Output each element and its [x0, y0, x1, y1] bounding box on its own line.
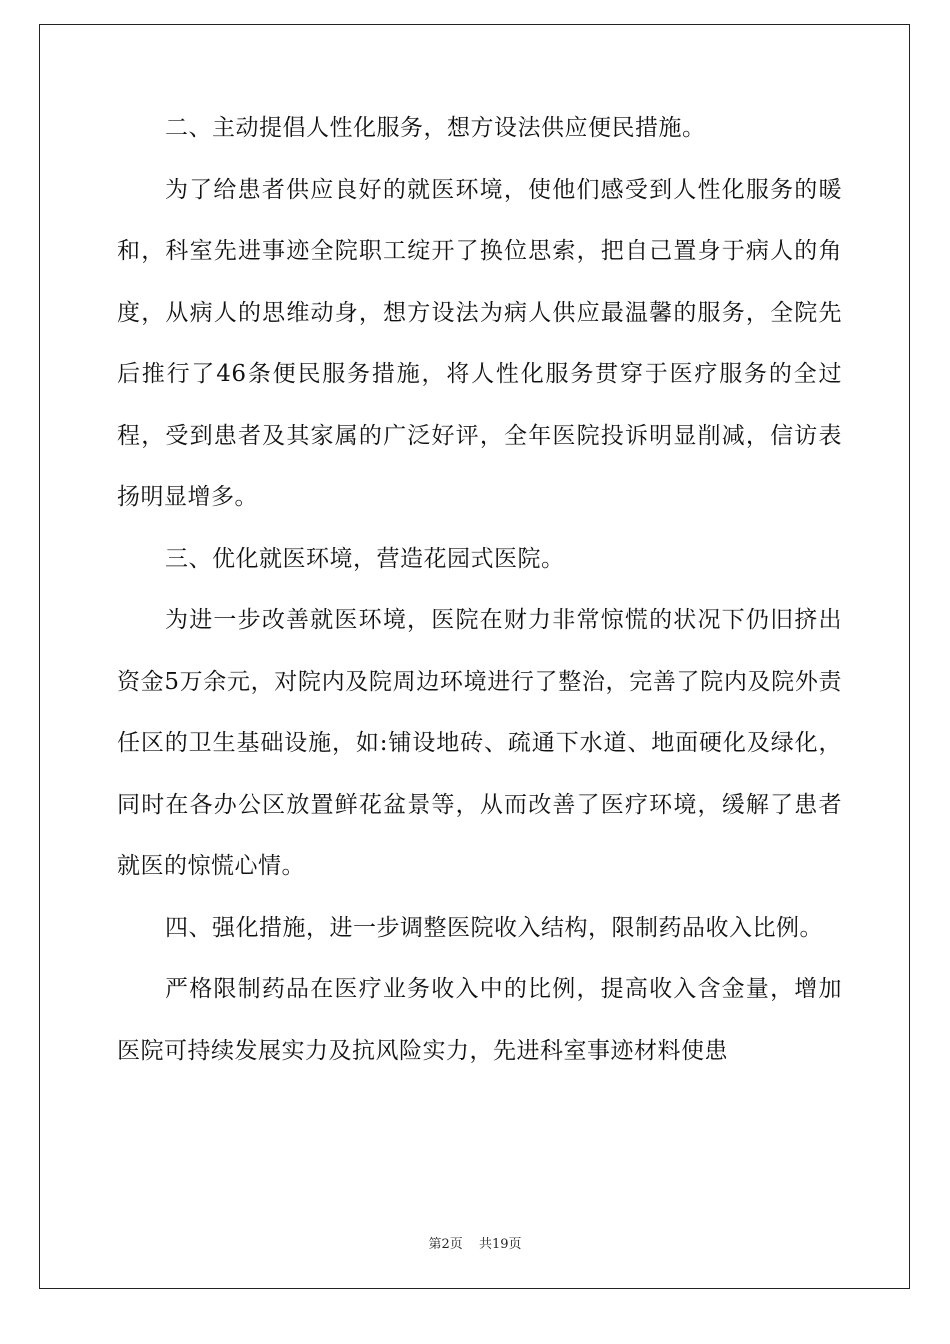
paragraph-body: 为了给患者供应良好的就医环境，使他们感受到人性化服务的暖和，科室先进事迹全院职工绽开了换位思索，把自己置身于病人的角度，从病人的思维动身，想方设法为病人供应最温馨的服务，全院先后推行了46条便民服务措施，将人性化服务贯穿于医疗服务的全过程，受到患者及其家属的广泛好评，全年医院投诉明显削减，信访表扬明显增多。 [117, 176, 842, 510]
page-footer [0, 1233, 950, 1252]
paragraph-body: 严格限制药品在医疗业务收入中的比例，提高收入含金量，增加医院可持续发展实力及抗风险实力，先进科室事迹材料使患 [117, 976, 842, 1064]
paragraph-body: 为进一步改善就医环境，医院在财力非常惊慌的状况下仍旧挤出资金5万余元，对院内及院周边环境进行了整治，完善了院内及院外责任区的卫生基础设施，如:铺设地砖、疏通下水道、地面硬化及绿化，同时在各办公区放置鲜花盆景等，从而改善了医疗环境，缓解了患者就医的惊慌心情。 [117, 607, 842, 879]
paragraph-heading-3: 三、优化就医环境，营造花园式医院。 [165, 545, 565, 572]
paragraph-heading-2: 二、主动提倡人性化服务，想方设法供应便民措施。 [165, 115, 706, 141]
page-total: 共19页 [478, 1237, 522, 1252]
page-number: 第2页 [428, 1237, 463, 1252]
paragraph-heading-4: 四、强化措施，进一步调整医院收入结构，限制药品收入比例。 [165, 914, 823, 941]
document-body [117, 98, 842, 1082]
